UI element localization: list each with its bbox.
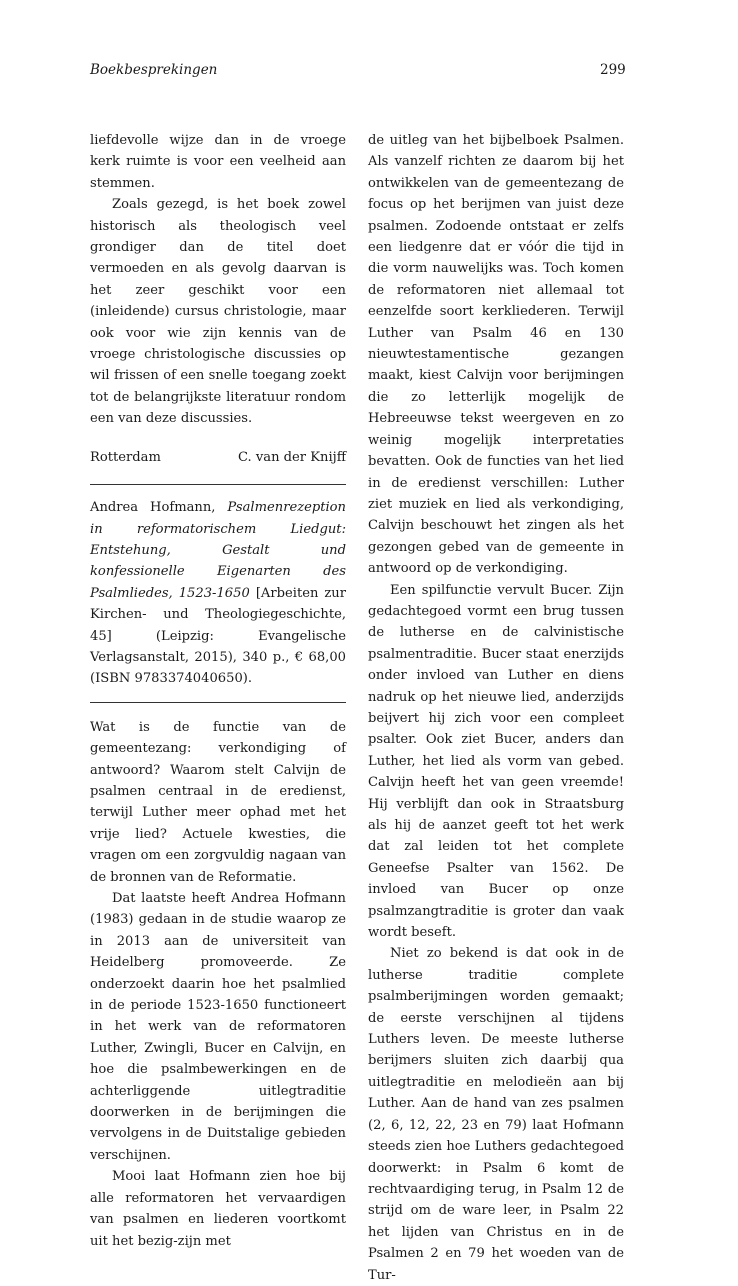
- book-reference: [90, 497, 346, 690]
- paragraph: Mooi laat Hofmann zien hoe bij alle reformatoren het vervaardigen van psalmen en liederen voortkomt uit het bezig-zijn met: [90, 1169, 346, 1249]
- paragraph: Niet zo bekend is dat ook in de lutherse traditie complete psalmberijmingen worden gemaakt; de eerste verschijnen al tijdens Luthers leven. De meeste lutherse berijmers sluiten zich daarbij qua uitlegtraditie en melodieën aan bij Luther. Aan de hand van zes psalmen (2, 6, 12, 22, 23 en 79) laat Hofmann steeds zien hoe Luthers gedachtegoed doorwerkt: in Psalm 6 komt de rechtvaardiging terug, in Psalm 12 de strijd om de ware leer, in Psalm 22 het lijden van Christus en in de Psalmen 2 en 79 het woeden van de Tur-: [368, 946, 624, 1283]
- book-details: [Arbeiten zur Kirchen- und Theologiegeschichte, 45] (Leipzig: Evangelische Verlagsanstalt, 2015), 340 p., € 68,00 (ISBN 9783374040650).: [90, 585, 346, 687]
- signature-place: Rotterdam: [90, 449, 161, 465]
- paragraph: Dat laatste heeft Andrea Hofmann (1983) gedaan in de studie waarop ze in 2013 aan de universiteit van Heidelberg promoveerde. Ze onderzoekt daarin hoe het psalmlied in de periode 1523-1650 functioneert in het werk van de reformatoren Luther, Zwingli, Bucer en Calvijn, en hoe die psalmbewerkingen en de achterliggende uitlegtraditie doorwerken in de berijmingen die vervolgens in de Duitstalige gebieden verschijnen.: [90, 891, 346, 1163]
- page-number: 299: [600, 62, 626, 78]
- running-header: Boekbesprekingen: [90, 62, 218, 78]
- review-signature: [90, 447, 346, 468]
- paragraph: Een spilfunctie vervult Bucer. Zijn gedachtegoed vormt een brug tussen de lutherse en de calvinistische psalmentraditie. Bucer staat enerzijds onder invloed van Luther en diens nadruk op het nieuwe lied, anderzijds beijvert hij zich voor een compleet psalter. Ook ziet Bucer, anders dan Luther, het lied als vorm van gebed. Calvijn heeft het van geen vreemde! Hij verblijft dan ook in Straatsburg als hij de aanzet geeft tot het werk dat zal leiden tot het complete Geneefse Psalter van 1562. De invloed van Bucer op onze psalmzangtraditie is groter dan vaak wordt beseft.: [368, 582, 624, 941]
- divider: [90, 702, 346, 703]
- paragraph: liefdevolle wijze dan in de vroege kerk ruimte is voor een veelheid aan stemmen.: [90, 133, 346, 191]
- paragraph: Zoals gezegd, is het boek zowel historisch als theologisch veel grondiger dan de titel doet vermoeden en als gevolg daarvan is het zeer geschikt voor een (inleidende) cursus christologie, maar ook voor wie zijn kennis van de vroege christologische discussies op wil frissen of een snelle toegang zoekt tot de belangrijkste literatuur rondom een van deze discussies.: [90, 197, 346, 427]
- signature-reviewer: C. van der Knijff: [238, 449, 346, 465]
- right-column: [368, 130, 624, 1286]
- left-column: [90, 130, 346, 1252]
- paragraph: Wat is de functie van de gemeentezang: verkondiging of antwoord? Waarom stelt Calvijn de psalmen centraal in de eredienst, terwijl Luther meer ophad met het vrije lied? Actuele kwesties, die vragen om een zorgvuldig nagaan van de bronnen van de Reformatie.: [90, 719, 346, 885]
- book-author: Andrea Hofmann,: [90, 500, 216, 516]
- divider: [90, 484, 346, 485]
- book-title: Psalmenrezeption in reformatorischem Liedgut: Entstehung, Gestalt und konfessionelle Eigenarten des Psalmliedes, 1523-1650: [90, 500, 346, 601]
- paragraph: de uitleg van het bijbelboek Psalmen. Als vanzelf richten ze daarom bij het ontwikkelen van de gemeentezang de focus op het berijmen van juist deze psalmen. Zodoende ontstaat er zelfs een liedgenre dat er vóór die tijd in die vorm nauwelijks was. Toch komen de reformatoren niet allemaal tot eenzelfde soort kerkliederen. Terwijl Luther van Psalm 46 en 130 nieuwtestamentische gezangen maakt, kiest Calvijn voor berijmingen die zo letterlijk mogelijk de Hebreeuwse tekst weergeven en zo weinig mogelijk interpretaties bevatten. Ook de functies van het lied in de eredienst verschillen: Luther ziet muziek en lied als verkondiging, Calvijn beschouwt het zingen als het gezongen gebed van de gemeente in antwoord op de verkondiging.: [368, 133, 624, 577]
